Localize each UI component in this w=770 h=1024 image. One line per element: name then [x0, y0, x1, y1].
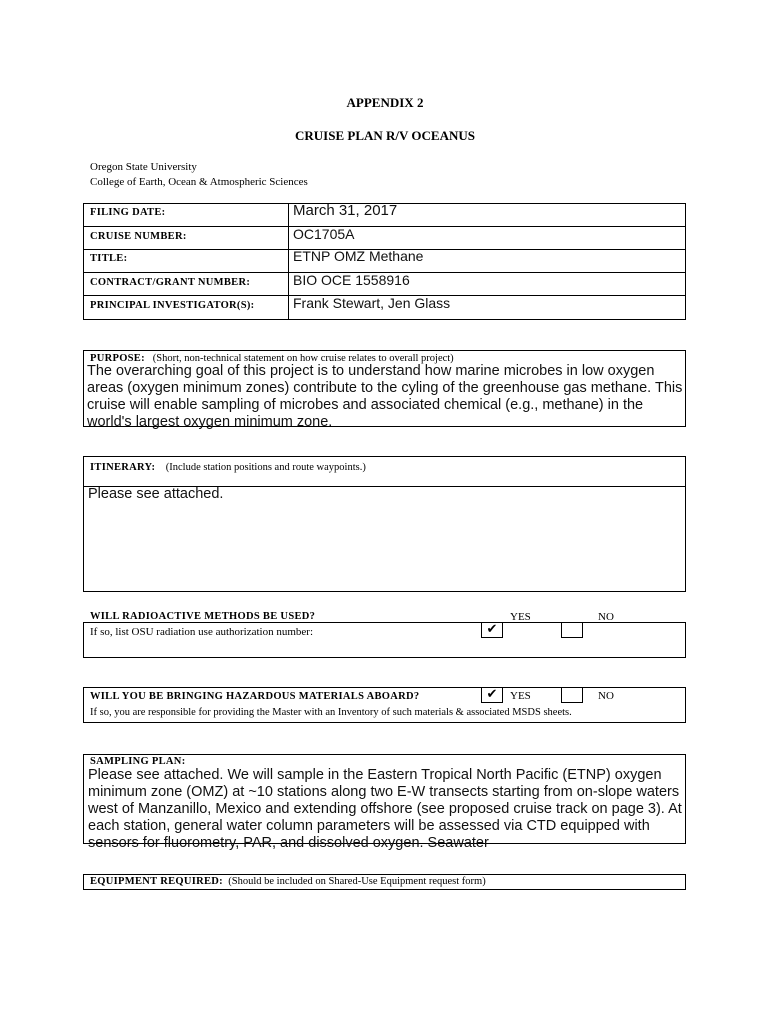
college-name: College of Earth, Ocean & Atmospheric Sciences: [90, 176, 308, 188]
page-title: CRUISE PLAN R/V OCEANUS: [295, 128, 475, 143]
itinerary-header: [90, 461, 366, 475]
title-label: TITLE:: [90, 253, 128, 264]
purpose-hint: (Short, non-technical statement on how cruise relates to overall project): [152, 353, 454, 364]
purpose-label: PURPOSE:: [90, 353, 145, 364]
cruise-number-field[interactable]: OC1705A: [293, 226, 355, 242]
filing-date-field[interactable]: March 31, 2017: [293, 202, 398, 219]
itinerary-text-field[interactable]: Please see attached.: [88, 486, 224, 502]
radioactive-no-checkbox[interactable]: [561, 622, 583, 638]
itinerary-hint: (Include station positions and route waypoints.): [165, 462, 366, 473]
radioactive-no-label: NO: [598, 611, 614, 623]
filing-date-label: FILING DATE:: [90, 207, 166, 218]
investigators-field[interactable]: Frank Stewart, Jen Glass: [293, 295, 451, 311]
appendix-title: APPENDIX 2: [346, 95, 424, 110]
hazardous-question: WILL YOU BE BRINGING HAZARDOUS MATERIALS ABOARD?: [90, 691, 420, 702]
itinerary-section: [83, 456, 686, 592]
investigators-label: PRINCIPAL INVESTIGATOR(S):: [90, 300, 255, 311]
equipment-hint: (Should be included on Shared-Use Equipment request form): [228, 876, 486, 887]
sampling-plan-text-field[interactable]: Please see attached. We will sample in the Eastern Tropical North Pacific (ETNP) oxygen minimum zone (OMZ) at ~10 stations along two E-W transects starting from on-slope waters west of Manzanillo, Mexico and extending offshore (see proposed cruise track on page 3). At each station, general water column parameters will be assessed via CTD equipped with sensors for fluorometry, PAR, and dissolved oxygen. Seawater: [88, 767, 682, 851]
radioactive-question: WILL RADIOACTIVE METHODS BE USED?: [90, 611, 316, 622]
radioactive-instruction: If so, list OSU radiation use authorization number:: [90, 626, 314, 638]
hazardous-yes-checkbox[interactable]: ✔: [481, 687, 503, 703]
hazardous-instruction: If so, you are responsible for providing the Master with an Inventory of such materials & associated MSDS sheets.: [90, 707, 572, 718]
hazardous-yes-label: YES: [510, 690, 531, 702]
sampling-plan-label: SAMPLING PLAN:: [90, 756, 186, 767]
hazardous-no-checkbox[interactable]: [561, 687, 583, 703]
equipment-header: [90, 875, 486, 889]
radioactive-yes-checkbox[interactable]: ✔: [481, 622, 503, 638]
itinerary-label: ITINERARY:: [90, 462, 156, 473]
cruise-number-label: CRUISE NUMBER:: [90, 231, 187, 242]
purpose-text-field[interactable]: The overarching goal of this project is to understand how marine microbes in low oxygen areas (oxygen minimum zones) contribute to the cyling of the greenhouse gas methane. This cruise will enable sampling of microbes and associated chemical (e.g., methane) in the world's largest oxygen minimum zone.: [87, 363, 683, 430]
grant-number-label: CONTRACT/GRANT NUMBER:: [90, 277, 251, 288]
equipment-label: EQUIPMENT REQUIRED:: [90, 876, 223, 887]
hazardous-no-label: NO: [598, 690, 614, 702]
radioactive-yes-label: YES: [510, 611, 531, 623]
title-field[interactable]: ETNP OMZ Methane: [293, 248, 424, 264]
grant-number-field[interactable]: BIO OCE 1558916: [293, 272, 410, 288]
university-name: Oregon State University: [90, 161, 197, 173]
